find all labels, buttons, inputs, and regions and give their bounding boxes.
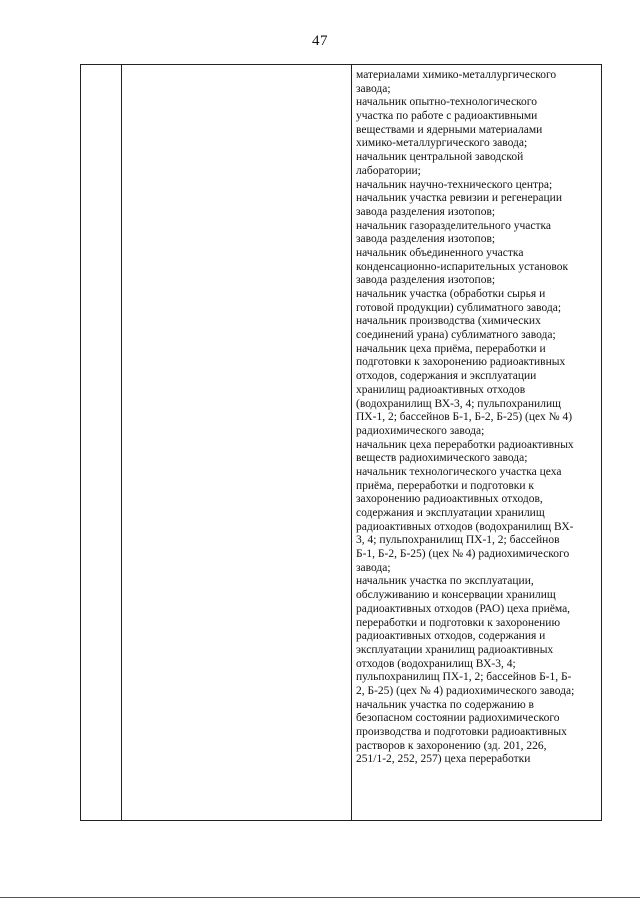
cell-text-line: материалами химико-металлургического	[356, 69, 557, 81]
cell-text-line: радиоактивных отходов, содержания и	[356, 630, 546, 643]
cell-text-line: приёма, переработки и подготовки к	[356, 479, 535, 492]
cell-text-line: содержания и эксплуатации хранилищ	[356, 507, 545, 519]
cell-text-line: захоронению радиоактивных отходов,	[356, 493, 543, 506]
cell-text-line: начальник участка (обработки сырья и	[356, 288, 546, 300]
page-bottom-rule	[0, 897, 640, 898]
cell-text-line: начальник технологического участка цеха	[356, 465, 562, 478]
cell-text-line: радиохимического завода;	[356, 424, 485, 437]
cell-text-line: отходов, содержания и эксплуатации	[356, 370, 537, 383]
cell-text-line: пульпохранилищ ПХ-1, 2; бассейнов Б-1, Б-	[356, 671, 572, 684]
cell-text-line: хранилищ радиоактивных отходов	[356, 383, 526, 396]
cell-text-line: завода разделения изотопов;	[356, 233, 496, 246]
page-number: 47	[312, 33, 328, 49]
cell-text-line: 251/1-2, 252, 257) цеха переработки	[356, 753, 531, 766]
cell-text-line: радиоактивных отходов (водохранилищ ВХ-	[356, 520, 574, 533]
cell-text-line: подготовки к захоронению радиоактивных	[356, 356, 566, 369]
cell-text-line: лаборатории;	[356, 164, 421, 177]
cell-text-line: начальник цеха приёма, переработки и	[356, 342, 546, 355]
cell-text-line: 2, Б-25) (цех № 4) радиохимического завода;	[356, 684, 575, 697]
cell-text-line: завода;	[356, 561, 391, 574]
cell-text-line: конденсационно-испарительных установок	[356, 260, 569, 273]
cell-text-line: участка по работе с радиоактивными	[356, 110, 538, 123]
cell-text-line: производства и подготовки радиоактивных	[356, 726, 567, 738]
column-divider-1	[121, 65, 122, 820]
cell-text-line: переработки и подготовки к захоронению	[356, 616, 561, 629]
cell-text-line: начальник производства (химических	[356, 315, 541, 328]
cell-text-line: завода разделения изотопов;	[356, 274, 496, 287]
cell-text-line: веществами и ядерными материалами	[356, 123, 543, 136]
cell-text-line: отходов (водохранилищ ВХ-3, 4;	[356, 657, 516, 670]
cell-text-line: готовой продукции) сублиматного завода;	[356, 301, 562, 314]
cell-text-line: начальник участка ревизии и регенерации	[356, 192, 562, 205]
cell-text-line: начальник центральной заводской	[356, 151, 524, 164]
cell-text-line: начальник газоразделительного участка	[356, 219, 551, 232]
cell-text-line: растворов к захоронению (зд. 201, 226,	[356, 739, 547, 752]
table-cell-positions	[356, 69, 601, 767]
cell-text-line: (водохранилищ ВХ-3, 4; пульпохранилищ	[356, 397, 561, 410]
cell-text-line: радиоактивных отходов (РАО) цеха приёма,	[356, 602, 571, 615]
cell-text-line: химико-металлургического завода;	[356, 137, 528, 150]
cell-text-line: начальник опытно-технологического	[356, 96, 537, 109]
cell-text-line: завода разделения изотопов;	[356, 205, 496, 218]
cell-text-line: Б-1, Б-2, Б-25) (цех № 4) радиохимического	[356, 548, 570, 561]
cell-text-line: эксплуатации хранилищ радиоактивных	[356, 643, 554, 656]
cell-text-line: веществ радиохимического завода;	[356, 452, 528, 465]
cell-text-line: начальник участка по эксплуатации,	[356, 575, 534, 588]
cell-text-line: начальник цеха переработки радиоактивных	[356, 438, 574, 451]
cell-text-line: безопасном состоянии радиохимического	[356, 712, 560, 725]
cell-text-line: начальник объединенного участка	[356, 246, 524, 259]
cell-text-line: ПХ-1, 2; бассейнов Б-1, Б-2, Б-25) (цех № 4)	[356, 411, 573, 424]
cell-text-line: обслуживанию и консервации хранилищ	[356, 589, 556, 602]
cell-text-line: соединений урана) сублиматного завода;	[356, 329, 556, 342]
cell-text-line: начальник участка по содержанию в	[356, 698, 534, 711]
column-divider-2	[351, 65, 352, 820]
document-table	[80, 64, 602, 821]
cell-text-line: начальник научно-технического центра;	[356, 178, 553, 191]
cell-text-line: завода;	[356, 82, 391, 95]
cell-text-line: 3, 4; пульпохранилищ ПХ-1, 2; бассейнов	[356, 534, 560, 547]
